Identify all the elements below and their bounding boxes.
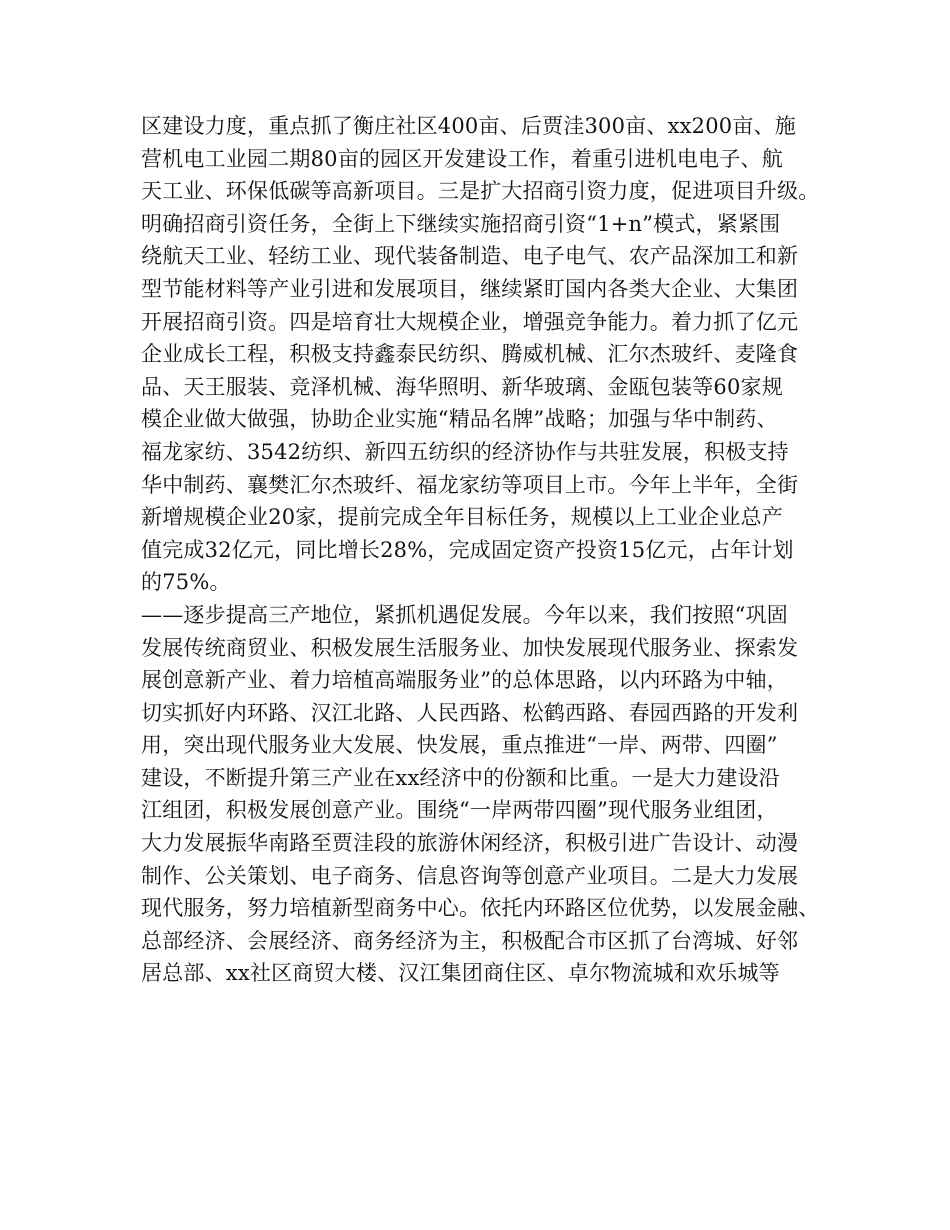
body-text: [141, 110, 831, 990]
text-line: 明确招商引资任务，全街上下继续实施招商引资“1+n”模式，紧紧围: [141, 211, 781, 236]
text-line: 制作、公关策划、电子商务、信息咨询等创意产业项目。二是大力发展: [141, 863, 799, 888]
text-line: 发展传统商贸业、积极发展生活服务业、加快发展现代服务业、探索发: [141, 635, 799, 660]
text-line: 总部经济、会展经济、商务经济为主，积极配合市区抓了台湾城、好邻: [141, 928, 799, 953]
text-line: 值完成32亿元，同比增长28%，完成固定资产投资15亿元，占年计划: [141, 537, 794, 562]
text-line: 切实抓好内环路、汉江北路、人民西路、松鹤西路、春园西路的开发利: [141, 700, 799, 725]
text-line: 现代服务，努力培植新型商务中心。依托内环路区位优势，以发展金融、: [141, 896, 820, 921]
text-line: 开展招商引资。四是培育壮大规模企业，增强竞争能力。着力抓了亿元: [141, 309, 799, 334]
text-line: 企业成长工程，积极支持鑫泰民纺织、腾威机械、汇尔杰玻纤、麦隆食: [141, 342, 799, 367]
text-line: 型节能材料等产业引进和发展项目，继续紧盯国内各类大企业、大集团: [141, 276, 799, 301]
text-line: 展创意新产业、着力培植高端服务业”的总体思路，以内环路为中轴，: [141, 668, 788, 693]
text-line: 区建设力度，重点抓了衡庄社区400亩、后贾洼300亩、xx200亩、施: [141, 114, 796, 138]
text-line: 建设，不断提升第三产业在xx经济中的份额和比重。一是大力建设沿: [141, 765, 780, 790]
text-line: 用，突出现代服务业大发展、快发展，重点推进“一岸、两带、四圈”: [141, 733, 778, 758]
text-line: 华中制药、襄樊汇尔杰玻纤、福龙家纺等项目上市。今年上半年，全街: [141, 472, 799, 497]
text-line: 居总部、xx社区商贸大楼、汉江集团商住区、卓尔物流城和欢乐城等: [141, 961, 780, 986]
text-line: 福龙家纺、3542纺织、新四五纺织的经济协作与共驻发展，积极支持: [141, 439, 789, 464]
text-line: ——逐步提高三产地位，紧抓机遇促发展。今年以来，我们按照“巩固: [141, 602, 788, 627]
text-line: 的75%。: [141, 570, 231, 595]
text-line: 江组团，积极发展创意产业。围绕“一岸两带四圈”现代服务业组团，: [141, 798, 778, 823]
text-line: 品、天王服装、竞泽机械、海华照明、新华玻璃、金瓯包装等60家规: [141, 374, 783, 399]
text-line: 新增规模企业20家，提前完成全年目标任务，规模以上工业企业总产: [141, 505, 783, 530]
text-line: 营机电工业园二期80亩的园区开发建设工作，着重引进机电电子、航: [141, 146, 783, 171]
text-line: 天工业、环保低碳等高新项目。三是扩大招商引资力度，促进项目升级。: [141, 179, 820, 204]
text-line: 大力发展振华南路至贾洼段的旅游休闲经济，积极引进广告设计、动漫: [141, 831, 799, 856]
text-line: 绕航天工业、轻纺工业、现代装备制造、电子电气、农产品深加工和新: [141, 244, 799, 269]
text-line: 模企业做大做强，协助企业实施“精品名牌”战略；加强与华中制药、: [141, 407, 778, 432]
